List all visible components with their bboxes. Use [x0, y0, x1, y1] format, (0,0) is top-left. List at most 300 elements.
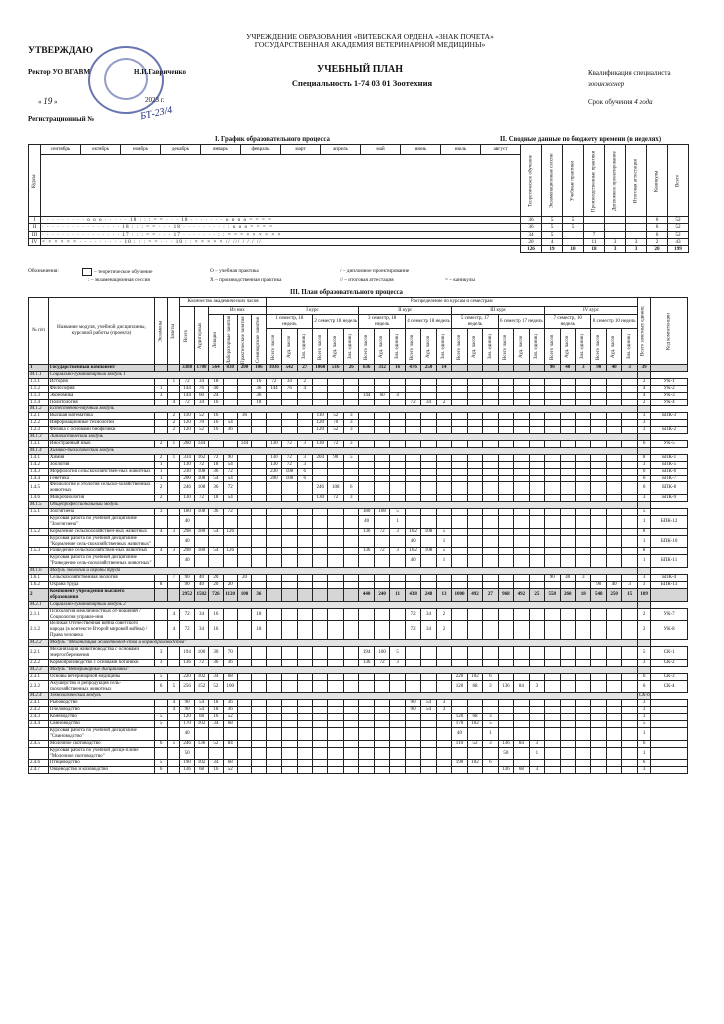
value-cell — [591, 392, 606, 399]
value-cell — [282, 555, 297, 568]
value-cell: 18 — [252, 608, 266, 621]
value-cell — [237, 760, 251, 767]
value-cell — [514, 700, 529, 707]
value-cell: 72 — [223, 482, 237, 495]
value-cell: 1000 — [452, 588, 467, 601]
value-cell — [405, 385, 420, 392]
value-cell: 3 — [436, 700, 451, 707]
discipline-name: Политология — [48, 399, 154, 406]
value-cell — [405, 740, 420, 747]
value-cell — [421, 378, 436, 385]
value-cell: 16 — [209, 608, 223, 621]
value-cell — [560, 440, 575, 447]
competence-code — [651, 528, 688, 535]
value-cell — [622, 575, 638, 582]
value-cell: 90 — [405, 707, 420, 714]
value-cell — [390, 385, 405, 392]
value-cell — [498, 385, 513, 392]
value-cell — [155, 707, 168, 714]
value-cell: 108 — [282, 468, 297, 475]
value-cell — [252, 647, 266, 660]
value-cell — [483, 528, 498, 535]
value-cell: 4 — [168, 700, 180, 707]
value-cell — [421, 747, 436, 760]
value-cell — [421, 413, 436, 420]
value-cell — [622, 727, 638, 740]
value-cell: 90 — [180, 700, 194, 707]
value-cell: 5 — [168, 740, 180, 747]
budget-cell: 36 — [521, 217, 542, 224]
value-cell: 204 — [313, 454, 328, 461]
value-cell — [390, 461, 405, 468]
value-cell: 194 — [359, 647, 374, 660]
plan-row — [29, 608, 688, 621]
value-cell: 3 — [343, 420, 358, 427]
value-cell — [313, 548, 328, 555]
value-cell — [343, 461, 358, 468]
row-number: 1.1.4 — [29, 399, 49, 406]
value-cell: 3 — [483, 714, 498, 721]
value-cell — [575, 548, 590, 555]
value-cell — [390, 727, 405, 740]
value-cell — [545, 475, 560, 482]
value-cell — [498, 427, 513, 434]
plan-row — [29, 767, 688, 774]
value-cell: 1 — [436, 535, 451, 548]
value-cell: 102 — [194, 721, 208, 728]
value-cell: 6 — [637, 475, 650, 482]
value-cell — [343, 588, 358, 601]
value-cell — [606, 468, 621, 475]
competence-code: УК-4 — [651, 399, 688, 406]
value-cell — [622, 420, 638, 427]
value-cell: 72 — [405, 621, 420, 640]
month-header: март — [281, 145, 321, 155]
value-cell — [297, 707, 312, 714]
month-header: апрель — [321, 145, 361, 155]
budget-cell — [563, 238, 584, 245]
value-cell — [436, 673, 451, 680]
value-cell: 6 — [637, 482, 650, 495]
value-cell — [606, 528, 621, 535]
value-cell — [282, 413, 297, 420]
month-header: ноябрь — [121, 145, 161, 155]
value-cell — [483, 575, 498, 582]
competence-code — [651, 707, 688, 714]
value-cell — [359, 608, 374, 621]
value-cell — [237, 454, 251, 461]
value-cell — [421, 461, 436, 468]
value-cell — [359, 582, 374, 589]
value-cell — [390, 427, 405, 434]
value-cell — [452, 495, 467, 502]
value-cell: 52 — [467, 740, 482, 747]
value-cell: 34 — [194, 399, 208, 406]
value-cell: 40 — [180, 555, 194, 568]
value-cell — [390, 378, 405, 385]
value-cell — [328, 740, 343, 747]
value-cell: 34 — [209, 760, 223, 767]
value-cell: 162 — [194, 454, 208, 461]
discipline-name: Информационные технологии — [48, 420, 154, 427]
value-cell — [297, 535, 312, 548]
value-cell — [168, 555, 180, 568]
budget-total: 3 — [605, 246, 626, 253]
value-cell — [591, 727, 606, 740]
value-cell: 440 — [359, 588, 374, 601]
value-cell — [421, 427, 436, 434]
value-cell — [529, 468, 544, 475]
plan-row — [29, 740, 688, 747]
value-cell — [591, 535, 606, 548]
value-cell: 90 — [180, 707, 194, 714]
value-cell — [529, 509, 544, 516]
budget-cell: 3 — [626, 238, 647, 245]
value-cell — [405, 420, 420, 427]
discipline-name: Государственный компонент — [48, 365, 154, 372]
row-number — [29, 727, 49, 740]
budget-cell: 20 — [521, 238, 542, 245]
value-cell — [421, 575, 436, 582]
value-cell — [498, 378, 513, 385]
plan-row — [29, 495, 688, 502]
value-cell — [483, 454, 498, 461]
competence-code: БПК-4 — [651, 575, 688, 582]
row-number: 1.4.3 — [29, 468, 49, 475]
rector-label: Ректор УО ВГАВМ — [28, 68, 91, 76]
value-cell: 72 — [328, 495, 343, 502]
value-cell — [282, 548, 297, 555]
value-cell: 516 — [328, 365, 343, 372]
semester-subheader: Всего часов — [359, 329, 374, 365]
value-cell — [390, 495, 405, 502]
value-cell: 72 — [282, 461, 297, 468]
value-cell — [359, 378, 374, 385]
value-cell — [282, 673, 297, 680]
value-cell — [467, 582, 482, 589]
budget-header: Учебные практики — [563, 145, 584, 217]
competence-code: БПК-1 — [651, 454, 688, 461]
competence-code — [651, 365, 688, 372]
col-header-lectures: Лекции — [209, 315, 223, 365]
semester-subheader: Ауд. часов — [560, 329, 575, 365]
value-cell — [390, 714, 405, 721]
value-cell: 72 — [374, 528, 389, 535]
value-cell — [622, 392, 638, 399]
value-cell: 68 — [194, 714, 208, 721]
value-cell: 54 — [209, 548, 223, 555]
value-cell — [575, 700, 590, 707]
competence-code — [651, 714, 688, 721]
value-cell: 40 — [560, 575, 575, 582]
competence-code — [637, 502, 650, 509]
value-cell: 84 — [514, 740, 529, 747]
discipline-name: Овцеводство и козоводство — [48, 767, 154, 774]
value-cell — [606, 680, 621, 693]
value-cell — [405, 468, 420, 475]
value-cell — [374, 515, 389, 528]
value-cell — [498, 482, 513, 495]
value-cell — [297, 621, 312, 640]
semester-subheader: Зач. единиц — [343, 329, 358, 365]
value-cell — [359, 707, 374, 714]
discipline-name: Социально-гуманитарный модуль 2 — [48, 601, 637, 608]
module-row — [29, 640, 688, 647]
value-cell — [436, 385, 451, 392]
value-cell — [467, 385, 482, 392]
value-cell — [560, 427, 575, 434]
value-cell — [421, 385, 436, 392]
competence-code: СК-2 — [651, 659, 688, 666]
value-cell — [545, 760, 560, 767]
semester-subheader: Зач. единиц — [575, 329, 590, 365]
value-cell — [405, 647, 420, 660]
value-cell: 25 — [529, 588, 544, 601]
value-cell: 90 — [545, 365, 560, 372]
row-number: 2.4.1 — [29, 700, 49, 707]
budget-title: II. Сводные данные по бюджету времени (в неделях) — [500, 136, 662, 143]
value-cell: 1036 — [266, 365, 281, 372]
value-cell: 476 — [405, 365, 420, 372]
value-cell: 68 — [223, 760, 237, 767]
value-cell — [591, 440, 606, 447]
value-cell — [168, 468, 180, 475]
value-cell — [266, 707, 281, 714]
value-cell: 6 — [155, 740, 168, 747]
value-cell: 3 — [168, 528, 180, 535]
value-cell — [452, 747, 467, 760]
value-cell: 5 — [436, 528, 451, 535]
value-cell — [483, 747, 498, 760]
value-cell — [328, 621, 343, 640]
value-cell — [560, 378, 575, 385]
value-cell — [514, 509, 529, 516]
budget-cell: 43 — [668, 238, 689, 245]
value-cell — [266, 700, 281, 707]
competence-code: УК-2 — [651, 385, 688, 392]
budget-total-row — [29, 246, 689, 253]
budget-cell: 11 — [584, 238, 605, 245]
value-cell: 130 — [180, 495, 194, 502]
budget-cell: 52 — [668, 224, 689, 231]
value-cell — [343, 659, 358, 666]
value-cell — [328, 747, 343, 760]
value-cell — [282, 515, 297, 528]
value-cell — [483, 700, 498, 707]
value-cell — [168, 727, 180, 740]
value-cell — [514, 515, 529, 528]
value-cell — [343, 555, 358, 568]
value-cell — [328, 399, 343, 406]
value-cell — [575, 647, 590, 660]
value-cell — [297, 555, 312, 568]
value-cell: 90 — [180, 582, 194, 589]
value-cell: 3 — [529, 767, 544, 774]
value-cell: 34 — [282, 378, 297, 385]
value-cell — [436, 468, 451, 475]
semester-subheader: Ауд. часов — [374, 329, 389, 365]
value-cell — [622, 509, 638, 516]
value-cell — [606, 399, 621, 406]
discipline-name: Лингвистический модуль — [48, 434, 637, 441]
week-dates — [41, 155, 521, 217]
value-cell — [591, 700, 606, 707]
value-cell — [374, 700, 389, 707]
competence-code: БПК-13 — [651, 582, 688, 589]
value-cell: 246 — [180, 740, 194, 747]
value-cell: 136 — [498, 767, 513, 774]
value-cell — [237, 647, 251, 660]
plan-table — [28, 297, 688, 774]
value-cell — [390, 454, 405, 461]
value-cell: 4 — [168, 399, 180, 406]
value-cell — [168, 582, 180, 589]
value-cell: 72 — [405, 399, 420, 406]
value-cell — [452, 475, 467, 482]
value-cell — [483, 495, 498, 502]
value-cell: 52 — [194, 413, 208, 420]
value-cell: 250 — [606, 588, 621, 601]
value-cell — [237, 707, 251, 714]
value-cell: 1 — [436, 555, 451, 568]
value-cell — [374, 468, 389, 475]
value-cell — [155, 747, 168, 760]
value-cell — [297, 509, 312, 516]
value-cell — [606, 392, 621, 399]
competence-code: БПК-5 — [651, 461, 688, 468]
value-cell: 3 — [575, 575, 590, 582]
value-cell: 90 — [405, 700, 420, 707]
row-number: 2.4.2 — [29, 707, 49, 714]
value-cell — [237, 392, 251, 399]
value-cell — [343, 647, 358, 660]
row-number: 1.6.2 — [29, 582, 49, 589]
value-cell: 40 — [405, 535, 420, 548]
value-cell: 5 — [155, 714, 168, 721]
value-cell: 72 — [374, 548, 389, 555]
value-cell — [266, 659, 281, 666]
value-cell — [237, 482, 251, 495]
value-cell — [452, 575, 467, 582]
col-header-ze-total: Всего зачетных единиц — [637, 298, 650, 365]
value-cell — [328, 535, 343, 548]
value-cell — [591, 468, 606, 475]
value-cell — [266, 608, 281, 621]
course-cell: I — [29, 217, 41, 224]
budget-header: Дипломное проектирование — [605, 145, 626, 217]
value-cell: 194 — [180, 647, 194, 660]
value-cell — [343, 392, 358, 399]
value-cell — [529, 515, 544, 528]
value-cell: 16 — [209, 420, 223, 427]
budget-total: 126 — [521, 246, 542, 253]
budget-cell: 5 — [542, 217, 563, 224]
value-cell: 136 — [498, 740, 513, 747]
value-cell — [514, 647, 529, 660]
value-cell: 106 — [252, 365, 266, 372]
value-cell — [421, 482, 436, 495]
value-cell — [297, 608, 312, 621]
value-cell — [591, 707, 606, 714]
value-cell: 3 — [637, 413, 650, 420]
budget-cell — [605, 224, 626, 231]
value-cell — [498, 707, 513, 714]
value-cell — [606, 707, 621, 714]
value-cell — [297, 680, 312, 693]
value-cell — [560, 659, 575, 666]
registration-label: Регистрационный № — [28, 115, 95, 123]
value-cell: 100 — [237, 588, 251, 601]
value-cell — [297, 647, 312, 660]
value-cell — [297, 427, 312, 434]
value-cell: 100 — [223, 680, 237, 693]
value-cell — [297, 740, 312, 747]
value-cell — [405, 673, 420, 680]
month-header: май — [361, 145, 401, 155]
value-cell — [297, 727, 312, 740]
value-cell — [452, 378, 467, 385]
value-cell: 18 — [252, 399, 266, 406]
value-cell — [622, 721, 638, 728]
value-cell: 120 — [452, 680, 467, 693]
value-cell — [405, 440, 420, 447]
semester-subheader: Всего часов — [313, 329, 328, 365]
value-cell — [591, 575, 606, 582]
value-cell — [575, 673, 590, 680]
value-cell — [313, 515, 328, 528]
value-cell — [529, 659, 544, 666]
value-cell — [328, 588, 343, 601]
value-cell — [436, 427, 451, 434]
value-cell — [467, 482, 482, 495]
value-cell — [591, 659, 606, 666]
value-cell: 40 — [606, 582, 621, 589]
value-cell — [252, 440, 266, 447]
value-cell — [606, 378, 621, 385]
value-cell — [237, 475, 251, 482]
value-cell: 27 — [483, 588, 498, 601]
budget-cell: 52 — [668, 217, 689, 224]
value-cell — [328, 582, 343, 589]
value-cell — [374, 413, 389, 420]
value-cell — [266, 767, 281, 774]
value-cell — [359, 747, 374, 760]
value-cell — [514, 420, 529, 427]
value-cell — [545, 495, 560, 502]
value-cell — [313, 767, 328, 774]
value-cell: 40 — [194, 582, 208, 589]
value-cell: 170 — [180, 721, 194, 728]
value-cell — [168, 673, 180, 680]
value-cell — [591, 461, 606, 468]
module-row — [29, 447, 688, 454]
plan-row — [29, 700, 688, 707]
value-cell: 1 — [168, 378, 180, 385]
value-cell — [622, 535, 638, 548]
value-cell — [467, 399, 482, 406]
value-cell: 72 — [180, 621, 194, 640]
value-cell — [452, 659, 467, 666]
value-cell — [297, 399, 312, 406]
value-cell: 60 — [194, 392, 208, 399]
budget-cell — [563, 231, 584, 238]
value-cell: 1 — [637, 535, 650, 548]
value-cell: 3 — [622, 582, 638, 589]
value-cell: 40 — [194, 575, 208, 582]
module-row — [29, 666, 688, 673]
budget-cell — [605, 231, 626, 238]
value-cell: 4 — [390, 392, 405, 399]
